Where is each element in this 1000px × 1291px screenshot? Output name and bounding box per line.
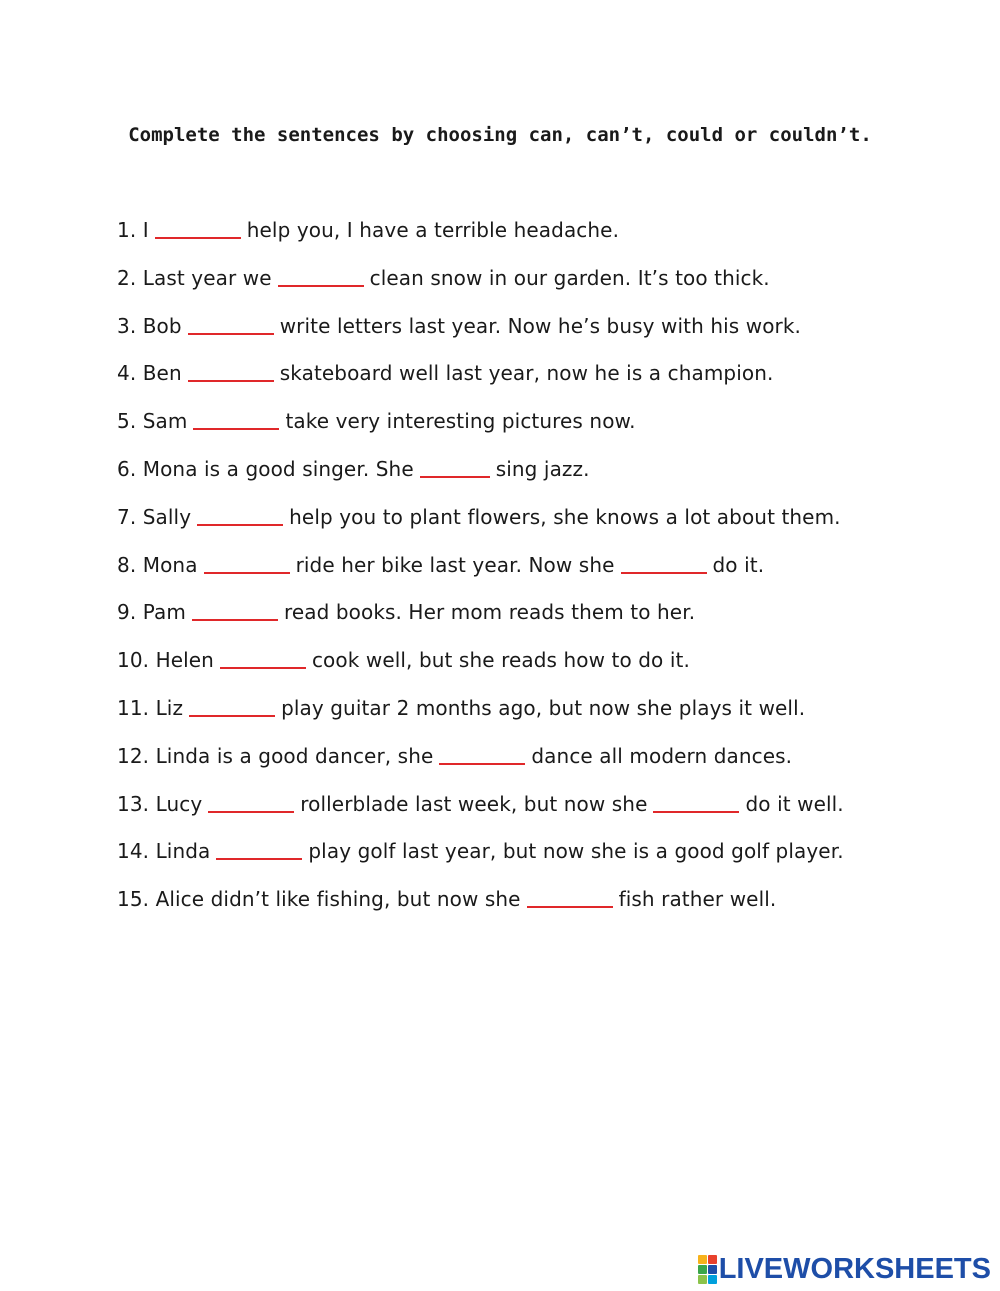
exercise-list: [117, 216, 917, 933]
exercise-item: [117, 742, 917, 790]
logo-text: LIVEWORKSHEETS: [718, 1252, 991, 1285]
sentence-text: 12. Linda is a good dancer, she: [117, 743, 434, 768]
sentence-text: sing jazz.: [495, 456, 590, 481]
exercise-item: [117, 216, 917, 264]
exercise-item: [117, 503, 917, 551]
answer-blank[interactable]: [188, 313, 274, 335]
answer-blank[interactable]: [197, 504, 283, 526]
sentence-text: clean snow in our garden. It’s too thick.: [369, 265, 770, 290]
answer-blank[interactable]: [193, 408, 279, 430]
liveworksheets-logo: [698, 1252, 991, 1286]
sentence-text: 8. Mona: [117, 552, 198, 577]
sentence-text: write letters last year. Now he’s busy with his work.: [279, 313, 801, 338]
sentence-text: 9. Pam: [117, 600, 186, 625]
exercise-item: [117, 646, 917, 694]
answer-blank[interactable]: [420, 456, 490, 478]
exercise-item: [117, 551, 917, 599]
answer-blank[interactable]: [216, 838, 302, 860]
answer-blank[interactable]: [155, 217, 241, 239]
sentence-text: help you to plant flowers, she knows a lot about them.: [289, 504, 841, 529]
exercise-item: [117, 264, 917, 312]
sentence-text: fish rather well.: [618, 887, 777, 912]
answer-blank[interactable]: [439, 743, 525, 765]
exercise-item: [117, 312, 917, 360]
sentence-text: 4. Ben: [117, 361, 182, 386]
exercise-item: [117, 837, 917, 885]
sentence-text: 5. Sam: [117, 409, 188, 434]
logo-block: [698, 1275, 707, 1284]
logo-block: [698, 1265, 707, 1274]
sentence-text: ride her bike last year. Now she: [295, 552, 615, 577]
sentence-text: play golf last year, but now she is a good golf player.: [308, 839, 844, 864]
answer-blank[interactable]: [527, 886, 613, 908]
answer-blank[interactable]: [192, 599, 278, 621]
answer-blank[interactable]: [278, 265, 364, 287]
sentence-text: 11. Liz: [117, 695, 184, 720]
sentence-text: read books. Her mom reads them to her.: [283, 600, 696, 625]
sentence-text: cook well, but she reads how to do it.: [311, 648, 690, 673]
sentence-text: skateboard well last year, now he is a champion.: [279, 361, 774, 386]
logo-block: [708, 1265, 717, 1274]
logo-block: [698, 1255, 707, 1264]
answer-blank[interactable]: [189, 695, 275, 717]
exercise-item: [117, 694, 917, 742]
exercise-item: [117, 359, 917, 407]
answer-blank[interactable]: [188, 360, 274, 382]
sentence-text: 10. Helen: [117, 648, 214, 673]
sentence-text: 14. Linda: [117, 839, 211, 864]
sentence-text: help you, I have a terrible headache.: [246, 218, 620, 242]
logo-block: [708, 1255, 717, 1264]
exercise-item: [117, 407, 917, 455]
sentence-text: rollerblade last week, but now she: [300, 791, 648, 816]
logo-block: [708, 1275, 717, 1284]
exercise-item: [117, 455, 917, 503]
sentence-text: 6. Mona is a good singer. She: [117, 456, 414, 481]
answer-blank[interactable]: [220, 647, 306, 669]
sentence-text: 3. Bob: [117, 313, 182, 338]
sentence-text: 15. Alice didn’t like fishing, but now she: [117, 887, 521, 912]
sentence-text: do it.: [712, 552, 765, 577]
sentence-text: 7. Sally: [117, 504, 192, 529]
sentence-text: 1. I: [117, 218, 149, 242]
worksheet-title: Complete the sentences by choosing can, can’t, could or couldn’t.: [128, 124, 872, 146]
answer-blank[interactable]: [204, 552, 290, 574]
sentence-text: take very interesting pictures now.: [285, 409, 636, 434]
exercise-item: [117, 790, 917, 838]
sentence-text: dance all modern dances.: [531, 743, 793, 768]
sentence-text: do it well.: [745, 791, 844, 816]
answer-blank[interactable]: [653, 791, 739, 813]
sentence-text: play guitar 2 months ago, but now she plays it well.: [281, 695, 806, 720]
exercise-item: [117, 598, 917, 646]
exercise-item: [117, 885, 917, 933]
liveworksheets-logo-icon: [698, 1255, 717, 1284]
sentence-text: 13. Lucy: [117, 791, 203, 816]
sentence-text: 2. Last year we: [117, 265, 272, 290]
answer-blank[interactable]: [621, 552, 707, 574]
answer-blank[interactable]: [208, 791, 294, 813]
